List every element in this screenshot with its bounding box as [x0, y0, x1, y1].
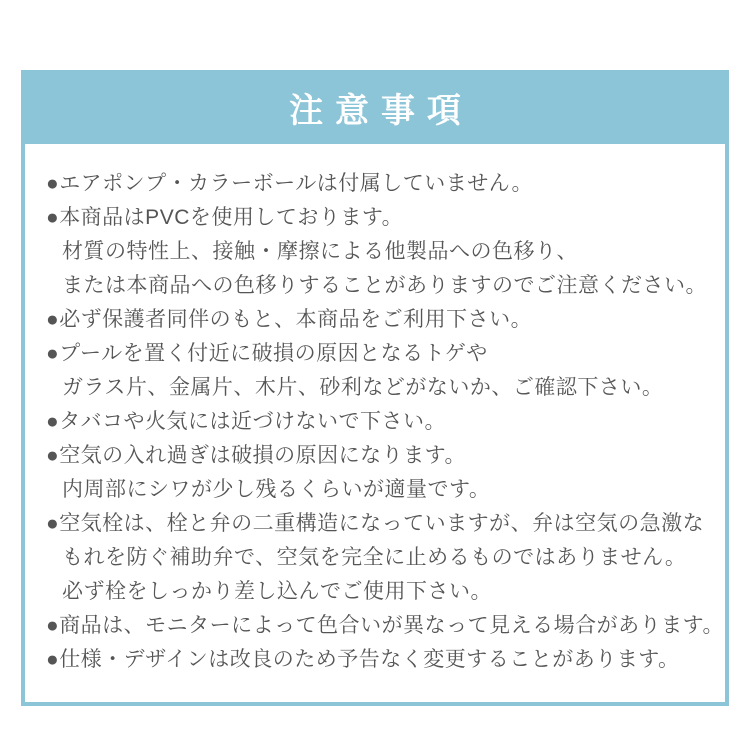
notice-line	[46, 337, 715, 371]
bullet-icon: ●	[46, 172, 60, 195]
bullet-icon: ●	[46, 308, 60, 331]
notice-item	[46, 643, 715, 677]
notice-header	[21, 70, 729, 144]
notice-line-text: 商品は、モニターによって色合いが異なって見える場合があります。	[59, 614, 725, 637]
notice-line: 必ず栓をしっかり差し込んでご使用下さい。	[62, 580, 492, 603]
notice-item	[46, 337, 715, 405]
notice-line-text: 仕様・デザインは改良のため予告なく変更することがあります。	[59, 648, 680, 671]
notice-line	[46, 201, 715, 235]
bullet-icon: ●	[46, 342, 60, 365]
notice-line-text: 本商品はPVCを使用しております。	[59, 206, 404, 229]
bullet-icon: ●	[46, 444, 60, 467]
page-title: 注意事項	[289, 91, 473, 130]
notice-line-text: 空気の入れ過ぎは破損の原因になります。	[59, 444, 467, 467]
notice-line: または本商品への色移りすることがありますのでご注意ください。	[62, 274, 707, 297]
notice-line: もれを防ぐ補助弁で、空気を完全に止めるものではありません。	[62, 546, 687, 569]
bullet-icon: ●	[46, 512, 60, 535]
notice-line-text: エアポンプ・カラーボールは付属していません。	[59, 172, 534, 195]
bullet-icon: ●	[46, 648, 60, 671]
notice-line	[46, 609, 725, 643]
bullet-icon: ●	[46, 410, 60, 433]
notice-line	[46, 303, 715, 337]
notice-item	[46, 507, 715, 609]
notice-line-text: タバコや火気には近づけないで下さい。	[59, 410, 446, 433]
notice-item	[46, 303, 715, 337]
bullet-icon: ●	[46, 614, 60, 637]
notice-line-text: プールを置く付近に破損の原因となるトゲや	[59, 342, 488, 365]
notice-item	[46, 439, 715, 507]
notice-line-text: 必ず保護者同伴のもと、本商品をご利用下さい。	[59, 308, 533, 331]
notice-line: 内周部にシワが少し残るくらいが適量です。	[62, 478, 491, 501]
notice-line	[46, 405, 715, 439]
notice-item	[46, 201, 715, 303]
notice-line	[46, 507, 715, 541]
notice-body	[21, 144, 729, 706]
notice-item	[46, 405, 715, 439]
notice-list	[46, 167, 725, 677]
notice-line	[46, 643, 715, 677]
notice-line: 材質の特性上、接触・摩擦による他製品への色移り、	[62, 240, 578, 263]
notice-item	[46, 609, 725, 643]
notice-item	[46, 167, 715, 201]
bullet-icon: ●	[46, 206, 60, 229]
notice-line	[46, 167, 715, 201]
notice-line-text: 空気栓は、栓と弁の二重構造になっていますが、弁は空気の急激な	[59, 512, 705, 535]
notice-line: ガラス片、金属片、木片、砂利などがないか、ご確認下さい。	[62, 376, 664, 399]
notice-panel	[21, 70, 729, 706]
notice-line	[46, 439, 715, 473]
